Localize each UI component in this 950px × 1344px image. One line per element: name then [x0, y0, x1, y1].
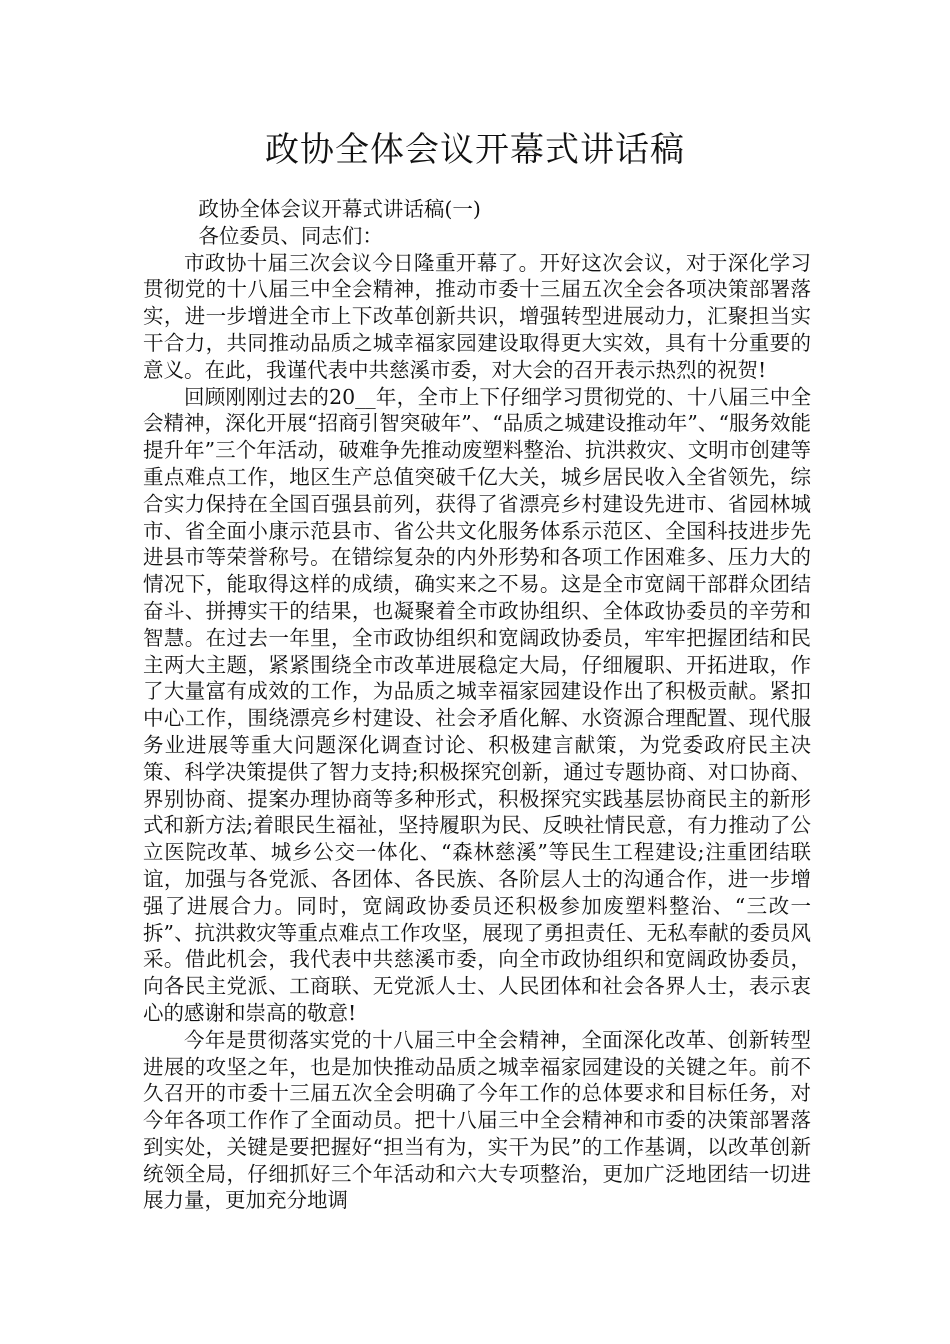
paragraph-3: 今年是贯彻落实党的十八届三中全会精神，全面深化改革、创新转型进展的攻坚之年，也是加快推动品质之城幸福家园建设的关键之年。前不久召开的市委十三届五次全会明确了今年工作的总体要求和目标任务，对今年各项工作作了全面动员。把十八届三中全会精神和市委的决策部署落到实处，关键是要把握好“担当有为，实干为民”的工作基调，以改革创新统领全局，仔细抓好三个年活动和六大专项整治，更加广泛地团结一切进展力量，更加充分地调	[143, 1027, 811, 1213]
document-subtitle: 政协全体会议开幕式讲话稿(一)	[198, 197, 481, 221]
salutation: 各位委员、同志们：	[198, 223, 383, 248]
document-title: 政协全体会议开幕式讲话稿	[265, 130, 685, 170]
paragraph-2: 回顾刚刚过去的20__年，全市上下仔细学习贯彻党的、十八届三中全会精神，深化开展“招商引智突破年”、“品质之城建设推动年”、“服务效能提升年”三个年活动，破难争先推动废塑料整治、抗洪救灾、文明市创建等重点难点工作，地区生产总值突破千亿大关，城乡居民收入全省领先，综合实力保持在全国百强县前列，获得了省漂亮乡村建设先进市、省园林城市、省全面小康示范县市、省公共文化服务体系示范区、全国科技进步先进县市等荣誉称号。在错综复杂的内外形势和各项工作困难多、压力大的情况下，能取得这样的成绩，确实来之不易。这是全市宽阔干部群众团结奋斗、拼搏实干的结果，也凝聚着全市政协组织、全体政协委员的辛劳和智慧。在过去一年里，全市政协组织和宽阔政协委员，牢牢把握团结和民主两大主题，紧紧围绕全市改革进展稳定大局，仔细履职、开拓进取，作了大量富有成效的工作，为品质之城幸福家园建设作出了积极贡献。紧扣中心工作，围绕漂亮乡村建设、社会矛盾化解、水资源合理配置、现代服务业进展等重大问题深化调查讨论、积极建言献策，为党委政府民主决策、科学决策提供了智力支持;积极探究创新，通过专题协商、对口协商、界别协商、提案办理协商等多种形式，积极探究实践基层协商民主的新形式和新方法;着眼民生福祉，坚持履职为民、反映社情民意，有力推动了公立医院改革、城乡公交一体化、“森林慈溪”等民生工程建设;注重团结联谊，加强与各党派、各团体、各民族、各阶层人士的沟通合作，进一步增强了进展合力。同时，宽阔政协委员还积极参加废塑料整治、“三改一拆”、抗洪救灾等重点难点工作攻坚，展现了勇担责任、无私奉献的委员风采。借此机会，我代表中共慈溪市委，向全市政协组织和宽阔政协委员，向各民主党派、工商联、无党派人士、人民团体和社会各界人士，表示衷心的感谢和崇高的敬意!	[143, 384, 811, 1025]
document-body	[143, 196, 811, 1214]
paragraph-1: 市政协十届三次会议今日隆重开幕了。开好这次会议，对于深化学习贯彻党的十八届三中全会精神，推动市委十三届五次全会各项决策部署落实，进一步增进全市上下改革创新共识，增强转型进展动力，汇聚担当实干合力，共同推动品质之城幸福家园建设取得更大实效，具有十分重要的意义。在此，我谨代表中共慈溪市委，对大会的召开表示热烈的祝贺!	[143, 250, 811, 382]
